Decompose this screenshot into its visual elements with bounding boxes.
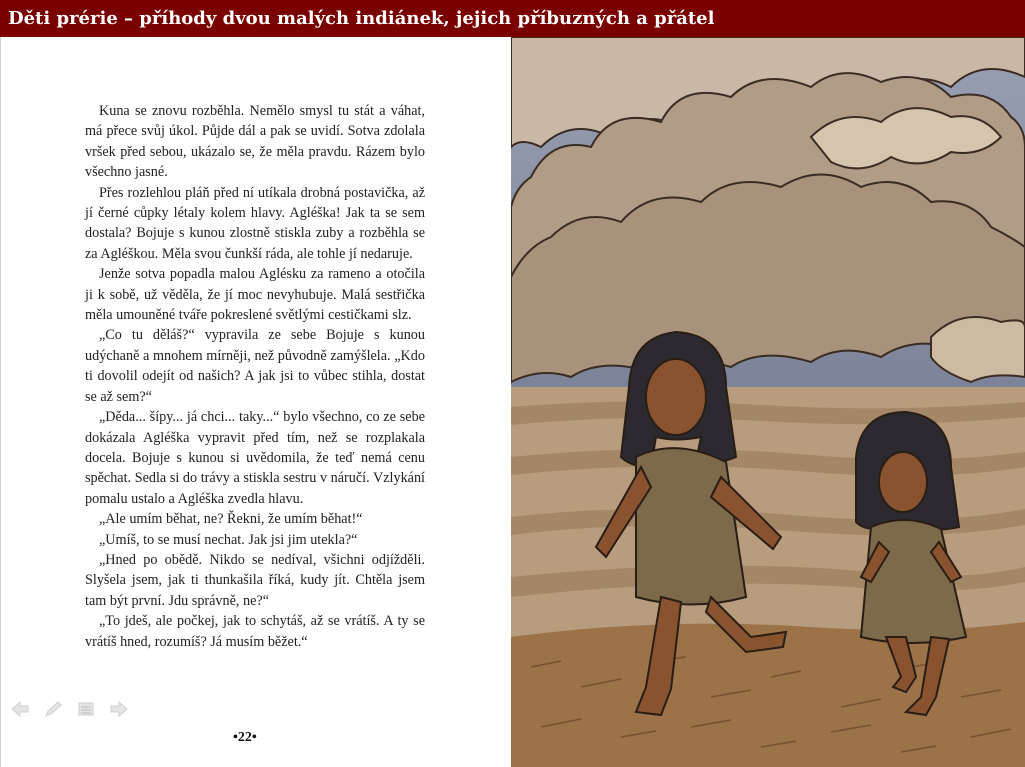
menu-icon[interactable] [76,700,96,718]
page-number: •22• [233,730,257,745]
arrow-right-icon[interactable] [109,700,129,718]
text-page [0,37,511,767]
navigation-bar [10,700,129,718]
paragraph: „To jdeš, ale počkej, jak to schytáš, až se vrátíš. A ty se vrátíš hned, rozumíš? Já musím běžet.“ [85,613,425,650]
paragraph: Kuna se znovu rozběhla. Nemělo smysl tu stát a váhat, má přece svůj úkol. Půjde dál a pak se uvidí. Sotva zdolala vršek před sebou, ukázalo se, že měla pravdu. Rázem bylo všechno jasné. [85,103,425,181]
paragraph: „Hned po obědě. Nikdo se nedíval, všichni odjížděli. Slyšela jsem, jak ti thunkašila říká, kudy jít. Chtěla jsem tam být první. Jdu správně, ne?“ [85,551,425,609]
arrow-left-icon[interactable] [10,700,30,718]
paragraph: „Umíš, to se musí nechat. Jak jsi jim utekla?“ [99,531,358,548]
story-text [85,101,425,652]
paragraph: Přes rozlehlou pláň před ní utíkala drobná postavička, až jí černé cůpky létaly kolem hlavy. Agléška! Jak ta se sem dostala? Bojuje s kunou zlostně stiskla zuby a rozběhla se za Agléškou. Měla svou čunkší ráda, ale tohle jí nedaruje. [85,184,425,262]
pen-icon[interactable] [43,700,63,718]
paragraph: „Děda... šípy... já chci... taky...“ bylo všechno, co ze sebe dokázala Agléška vypravit před tím, než se rozplakala docela. Bojuje s kunou si uvědomila, že teď nemá cenu spěchat. Sedla si do trávy a stiskla sestru v náručí. Vzlykání pomalu ustalo a Agléška zvedla hlavu. [85,409,425,507]
book-title: Děti prérie – příhody dvou malých indiánek, jejich příbuzných a přátel [8,8,715,29]
paragraph: Jenže sotva popadla malou Aglésku za rameno a otočila ji k sobě, už věděla, že jí moc nevyhubuje. Malá sestřička měla umouněné tváře pokreslené světlými cestičkami slz. [85,266,425,324]
paragraph: „Ale umím běhat, ne? Řekni, že umím běhat!“ [99,511,363,528]
paragraph: „Co tu děláš?“ vypravila ze sebe Bojuje s kunou udýchaně a mnohem mírněji, než původně zamýšlela. „Kdo ti dovolil odejít od našich? A jak jsi to vůbec stihla, dostat se až sem?“ [85,327,425,405]
illustration-drawing [511,37,1025,767]
illustration [511,37,1025,767]
title-bar [0,0,1025,37]
